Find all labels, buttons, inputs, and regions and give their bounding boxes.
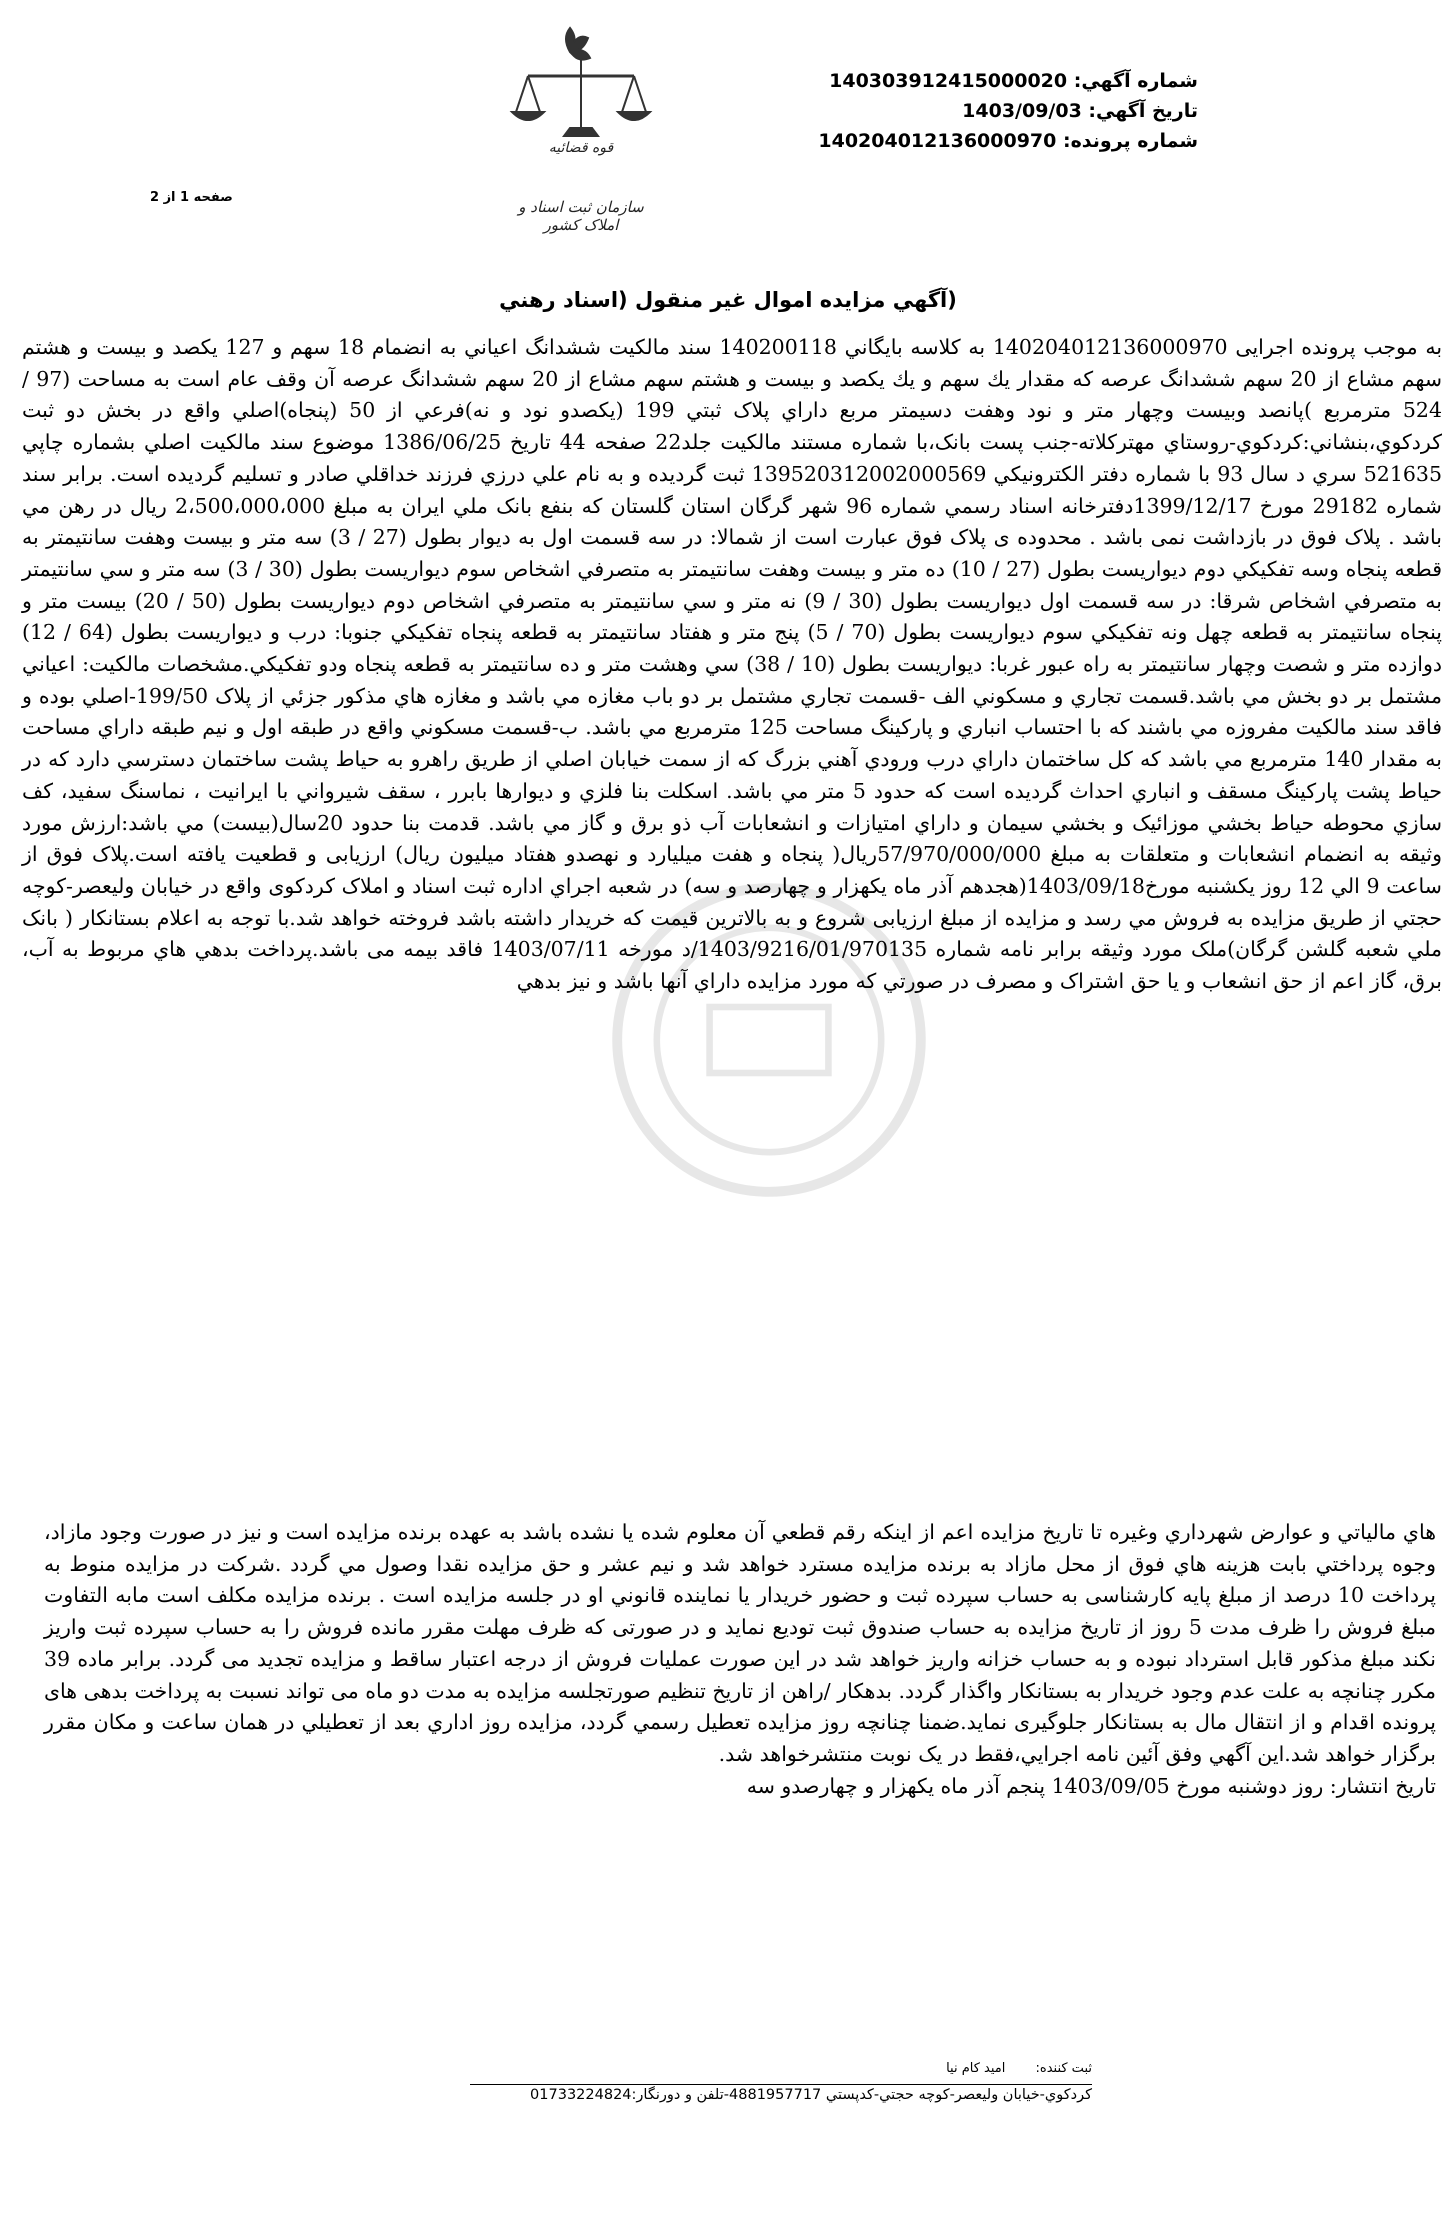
logo-text-judiciary: قوه قضائيه [548, 140, 614, 156]
publication-date-line: تاريخ انتشار: روز دوشنبه مورخ 1403/09/05 پنجم آذر ماه يکهزار و چهارصدو سه [746, 1773, 1436, 1798]
ad-number-label: شماره آگهي: [1073, 70, 1198, 92]
judiciary-logo [506, 18, 656, 234]
body-paragraph-2 [44, 1517, 1436, 1802]
ad-date-label: تاريخ آگهي: [1088, 100, 1198, 122]
case-number-row [818, 126, 1198, 156]
body-paragraph-2-text: هاي مالياتي و عوارض شهرداري وغيره تا تاريخ مزايده اعم از اينکه رقم قطعي آن معلوم شده يا نشده باشد به عهده برنده مزايده است و نيز در صورت وجود مازاد، وجوه پرداختي بابت هزينه هاي فوق از محل مازاد به برنده مزايده مسترد خواهد شد و نيم عشر و حق مزايده نقدا وصول مي گردد .شرکت در مزايده منوط به پرداخت 10 درصد از مبلغ پايه کارشناسی به حساب سپرده ثبت و حضور خريدار يا نماينده قانوني او در جلسه مزايده است . برنده مزايده مکلف است مابه التفاوت مبلغ فروش را ظرف مدت 5 روز از تاريخ مزايده به حساب صندوق ثبت توديع نمايد و در صورتی که ظرف مهلت مقرر مانده فروش را به حساب سپرده ثبت واريز نکند مبلغ مذکور قابل استرداد نبوده و به حساب خزانه واريز خواهد شد در اين صورت عمليات فروش از درجه اعتبار ساقط و مزايده تجديد می گردد. برابر ماده 39 مکرر چنانچه به علت عدم وجود خريدار به بستانکار واگذار گردد. بدهکار /راهن از تاريخ تنظيم صورتجلسه مزايده به مدت دو ماه می تواند نسبت به پرداخت بدهی های پرونده اقدام و از انتقال مال به بستانکار جلوگيری نمايد.ضمنا چنانچه روز مزايده تعطيل رسمي گردد، مزايده روز اداري بعد از تعطيلي در همان ساعت و مکان مقرر برگزار خواهد شد.اين آگهي وفق آئين نامه اجرايي،فقط در يک نوبت منتشرخواهد شد. [44, 1520, 1436, 1766]
logo-text-organization: سازمان ثبت اسناد و املاک کشور [518, 198, 644, 234]
case-number-label: شماره پرونده: [1062, 130, 1198, 152]
registrar-label: ثبت کننده: [1035, 2061, 1092, 2076]
ad-meta-block [818, 66, 1198, 156]
registrar-line [0, 2061, 1092, 2076]
page-indicator: صفحه 1 از 2 [150, 190, 233, 205]
body-paragraph-1: به موجب پرونده اجرايی 140204012136000970 به كلاسه بايگاني 140200118 سند مالکيت ششدانگ اعياني به انضمام 18 سهم و 127 يکصد و بيست و هشتم سهم مشاع از 20 سهم ششدانگ عرصه که مقدار يك سهم و يك يکصد و بيست و هشتم سهم مشاع از 20 سهم ششدانگ عرصه آن وقف عام است به مساحت (97 / 524 مترمربع )پانصد وبيست وچهار متر و نود وهفت دسيمتر مربع داراي پلاک ثبتي 199 (يکصدو نود و نه)فرعي از 50 (پنجاه)اصلي واقع در بخش دو ثبت کردکوي،بنشاني:کردکوي-روستاي مهترکلاته-جنب پست بانک،با شماره مستند مالکيت جلد22 صفحه 44 تاريخ 1386/06/25 موضوع سند مالکيت اصلي بشماره چاپي 521635 سري د سال 93 با شماره دفتر الکترونيکي 139520312002000569 ثبت گرديده و به نام علي درزي فرزند خداقلي صادر و تسليم گرديده است. برابر سند شماره 29182 مورخ 1399/12/17دفترخانه اسناد رسمي شماره 96 شهر گرگان استان گلستان که بنفع بانک ملي ايران به مبلغ 2،500،000،000 ريال در رهن مي باشد . پلاک فوق در بازداشت نمی باشد . محدوده ی پلاک فوق عبارت است از شمالا: در سه قسمت اول به ديوار بطول (27 / 3) سه متر و بيست وهفت سانتيمتر به قطعه پنجاه وسه تفکيکي دوم ديواريست بطول (27 / 10) ده متر و بيست وهفت سانتيمتر به متصرفي اشخاص سوم ديواريست بطول (30 / 3) سه متر و سي سانتيمتر به متصرفي اشخاص شرقا: در سه قسمت اول ديواريست بطول (30 / 9) نه متر و سي سانتيمتر به متصرفي اشخاص دوم ديواريست بطول (50 / 20) بيست متر و پنجاه سانتيمتر به قطعه چهل ونه تفکيکي سوم ديواريست بطول (70 / 5) پنج متر و هفتاد سانتيمتر به قطعه پنجاه تفکيکي جنوبا: درب و ديواريست بطول (64 / 12) دوازده متر و شصت وچهار سانتيمتر به راه عبور غربا: ديواريست بطول (10 / 38) سي وهشت متر و ده سانتيمتر به قطعه پنجاه ودو تفکيکي.مشخصات مالکيت: اعياني مشتمل بر دو بخش مي باشد.قسمت تجاري و مسکوني الف -قسمت تجاري مشتمل بر دو باب مغازه مي باشد و مغازه هاي مذکور جزئي از پلاک 199/50-اصلي بوده و فاقد سند مالکيت مفروزه مي باشند که با احتساب انباري و پارکينگ مساحت 125 مترمربع مي باشد. ب-قسمت مسکوني واقع در طبقه اول و نيم طبقه داراي مساحت به مقدار 140 مترمربع مي باشد که کل ساختمان داراي درب ورودي آهني بزرگ که از سمت خيابان اصلي از طريق راهرو به حياط پشت ساختمان دسترسي دارد که در حياط پشت پارکينگ مسقف و انباري احداث گرديده است که حدود 5 متر مي باشد. اسکلت بنا فلزي و ديوارها بابرر ، سقف شيرواني با ايرانيت ، نماسنگ سفيد، کف سازي محوطه حياط بخشي موزائيک و بخشي سيمان و داراي امتيازات و انشعابات آب ذو برق و گاز مي باشد. قدمت بنا حدود 20سال(بيست) مي باشد:ارزش مورد وثيقه به انضمام انشعابات و متعلقات به مبلغ 57/970/000/000ريال( پنجاه و هفت ميليارد و نهصدو هفتاد ميليون ريال) ارزيابی و قطعيت يافته است.پلاک فوق از ساعت 9 الي 12 روز يکشنبه مورخ1403/09/18(هجدهم آذر ماه يکهزار و چهارصد و سه) در شعبه اجراي اداره ثبت اسناد و املاک کردکوی واقع در خيابان وليعصر-کوچه حجتي از طريق مزايده به فروش مي رسد و مزايده از مبلغ ارزيابی شروع و به بالاترين قيمت که خريدار داشته باشد فروخته خواهد شد.با توجه به اعلام بستانکار ( بانک ملي شعبه گلشن گرگان)ملک مورد وثيقه برابر نامه شماره 1403/9216/01/970135/د مورخه 1403/07/11 فاقد بيمه می باشد.پرداخت بدهي هاي مربوط به آب، برق، گاز اعم از حق انشعاب و يا حق اشتراک و مصرف در صورتي که مورد مزايده داراي آنها باشد و نيز بدهي [22, 335, 1443, 994]
footer-address: کردکوي-خيابان وليعصر-کوچه حجتي-کدپستي 4881957717-تلفن و دورنگار:01733224824 [470, 2084, 1092, 2103]
scales-of-justice-icon [506, 18, 656, 188]
case-number-value: 140204012136000970 [818, 130, 1057, 152]
document-title: (آگهي مزايده اموال غير منقول (اسناد رهني [499, 288, 957, 312]
ad-number-value: 140303912415000020 [829, 70, 1068, 92]
registrar-name: اميد کام نيا [946, 2061, 1006, 2076]
ad-date-row [868, 96, 1198, 126]
ad-date-value: 1403/09/03 [962, 100, 1082, 122]
ad-number-row [829, 66, 1198, 96]
